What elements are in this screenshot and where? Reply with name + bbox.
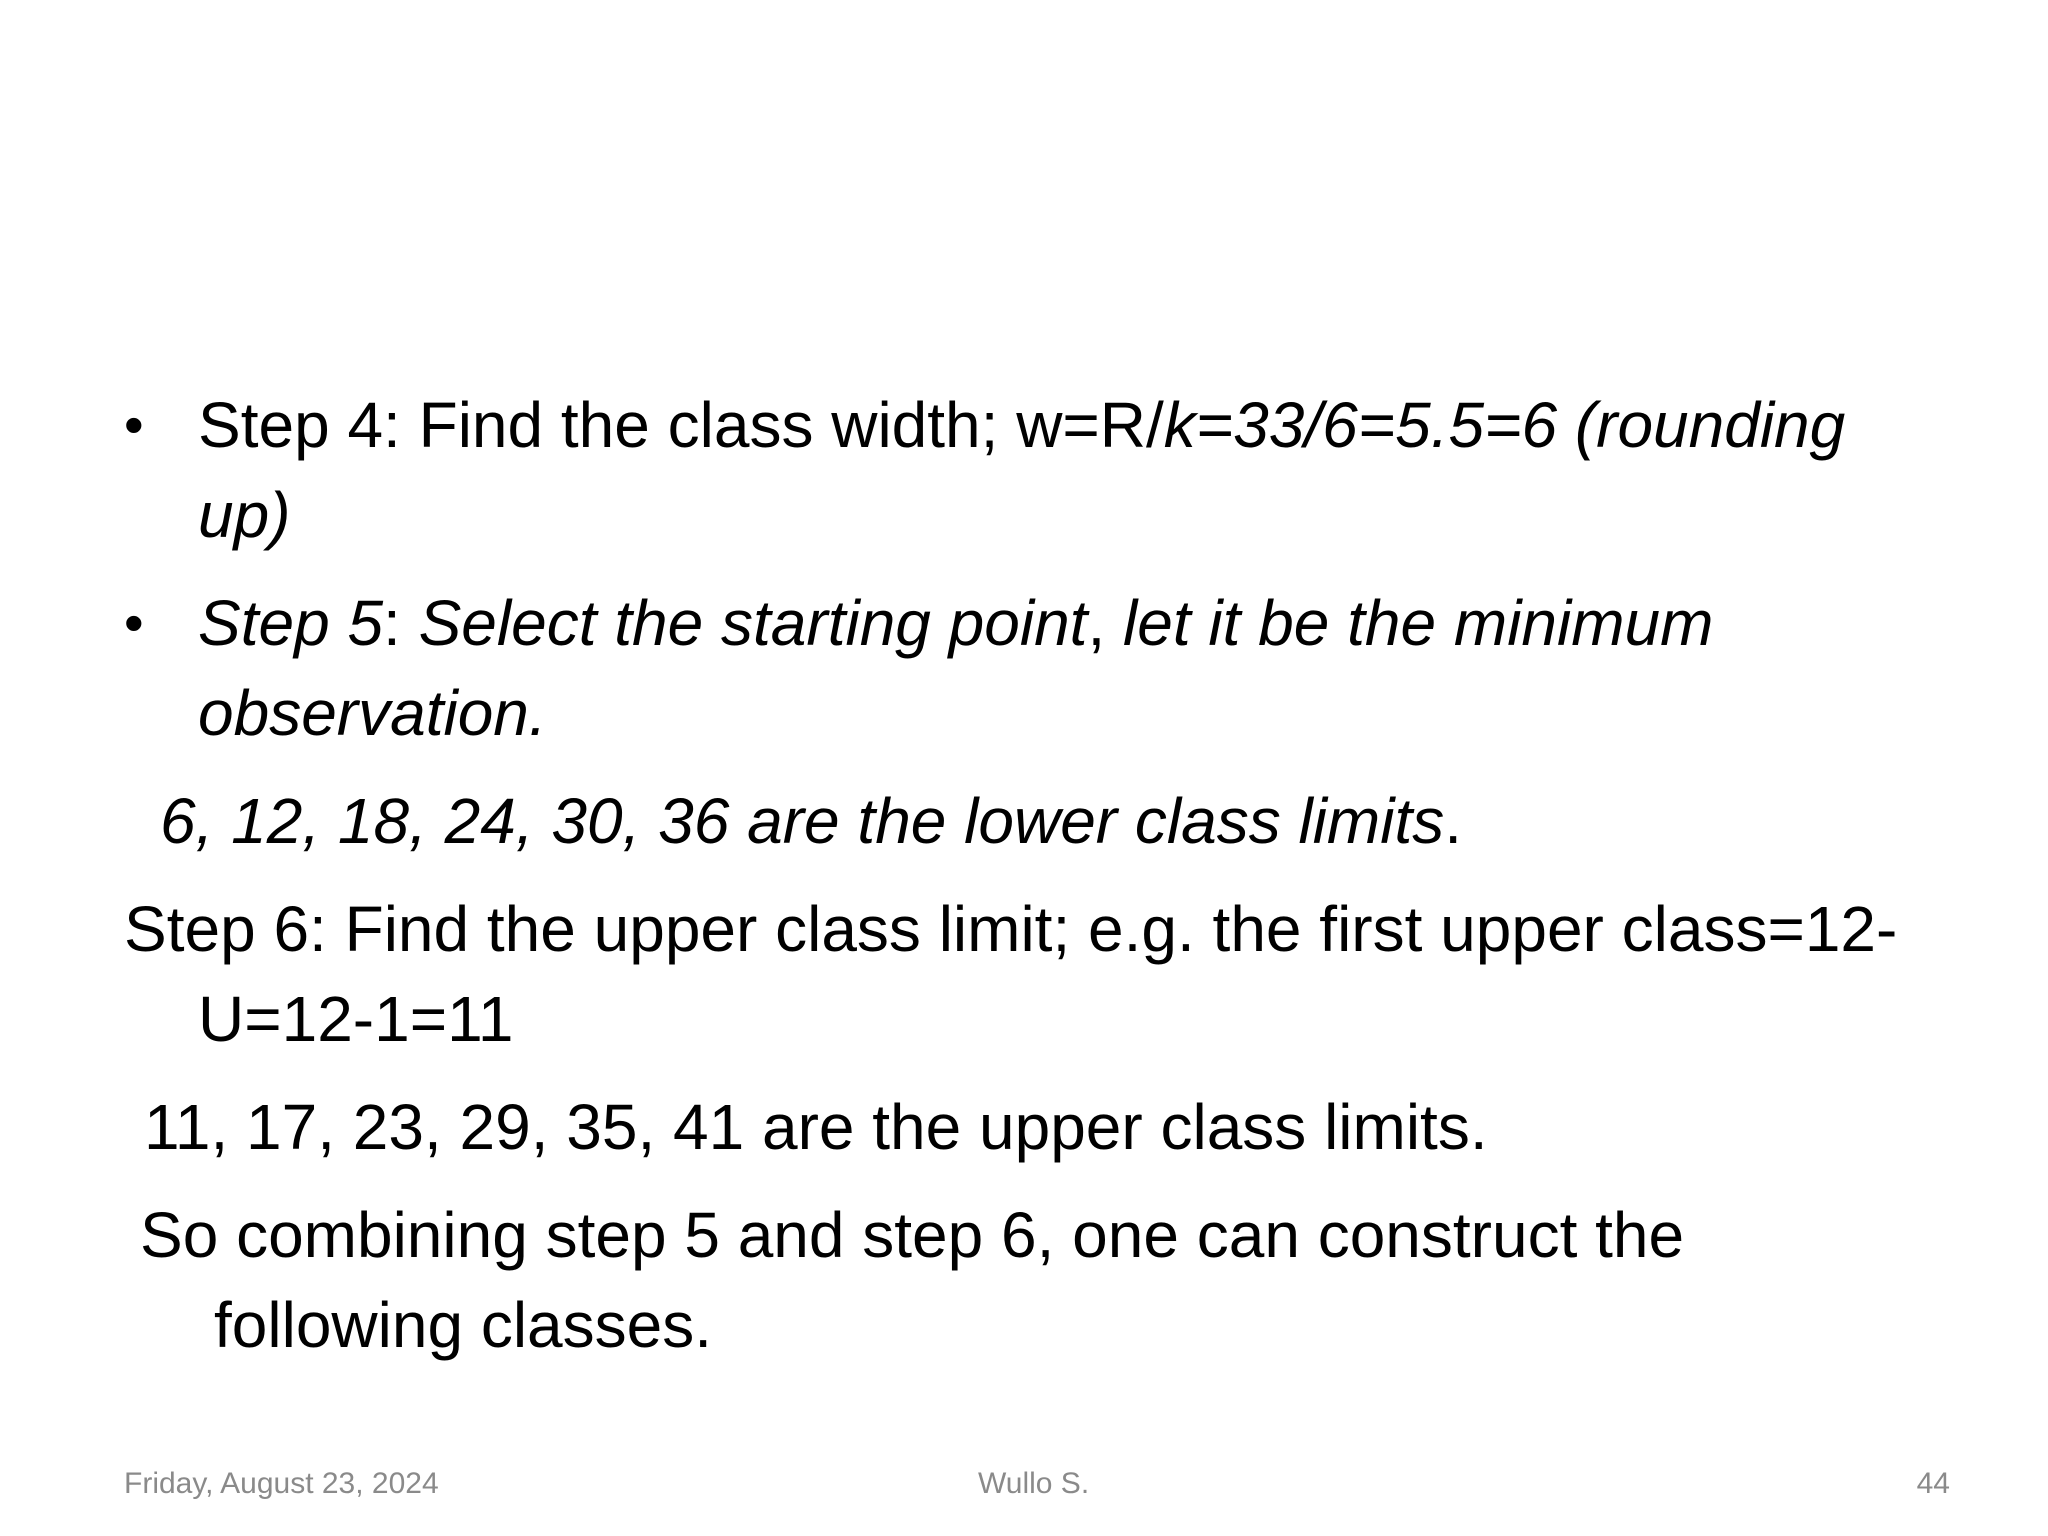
lower-limits-period: . xyxy=(1444,785,1462,857)
lower-limits-text: 6, 12, 18, 24, 30, 36 are the lower class limits xyxy=(160,785,1445,857)
step-4-text: Step 4: Find the class width; w=R/ xyxy=(198,389,1164,461)
step-4-formula: k=33/6=5.5=6 (rounding up) xyxy=(198,389,1846,551)
step-5-label: Step 5 xyxy=(198,587,384,659)
step-6 xyxy=(124,884,1944,1064)
combining-text: So combining step 5 and step 6, one can construct the following classes. xyxy=(140,1199,1685,1361)
step-5-instruction: Select the starting point xyxy=(418,587,1088,659)
bullet-icon: • xyxy=(124,393,144,456)
upper-class-limits xyxy=(124,1082,1944,1172)
bullet-icon: • xyxy=(124,591,144,654)
footer-page-number: 44 xyxy=(1916,1467,1950,1500)
slide-body xyxy=(124,380,1944,1370)
step-5-detail: let it be the minimum observation. xyxy=(198,587,1714,749)
step-5-comma: , xyxy=(1087,587,1123,659)
bullet-step-4 xyxy=(124,380,1944,560)
footer-date: Friday, August 23, 2024 xyxy=(124,1467,439,1500)
step-6-text: Step 6: Find the upper class limit; e.g. the first upper class=12-U=12-1=11 xyxy=(124,893,1898,1055)
combining-steps xyxy=(140,1190,1944,1370)
lower-class-limits xyxy=(124,776,1944,866)
bullet-step-5 xyxy=(124,578,1944,758)
footer-author: Wullo S. xyxy=(978,1467,1090,1500)
upper-limits-text: 11, 17, 23, 29, 35, 41 are the upper class limits. xyxy=(144,1091,1488,1163)
step-5-colon: : xyxy=(383,587,419,659)
